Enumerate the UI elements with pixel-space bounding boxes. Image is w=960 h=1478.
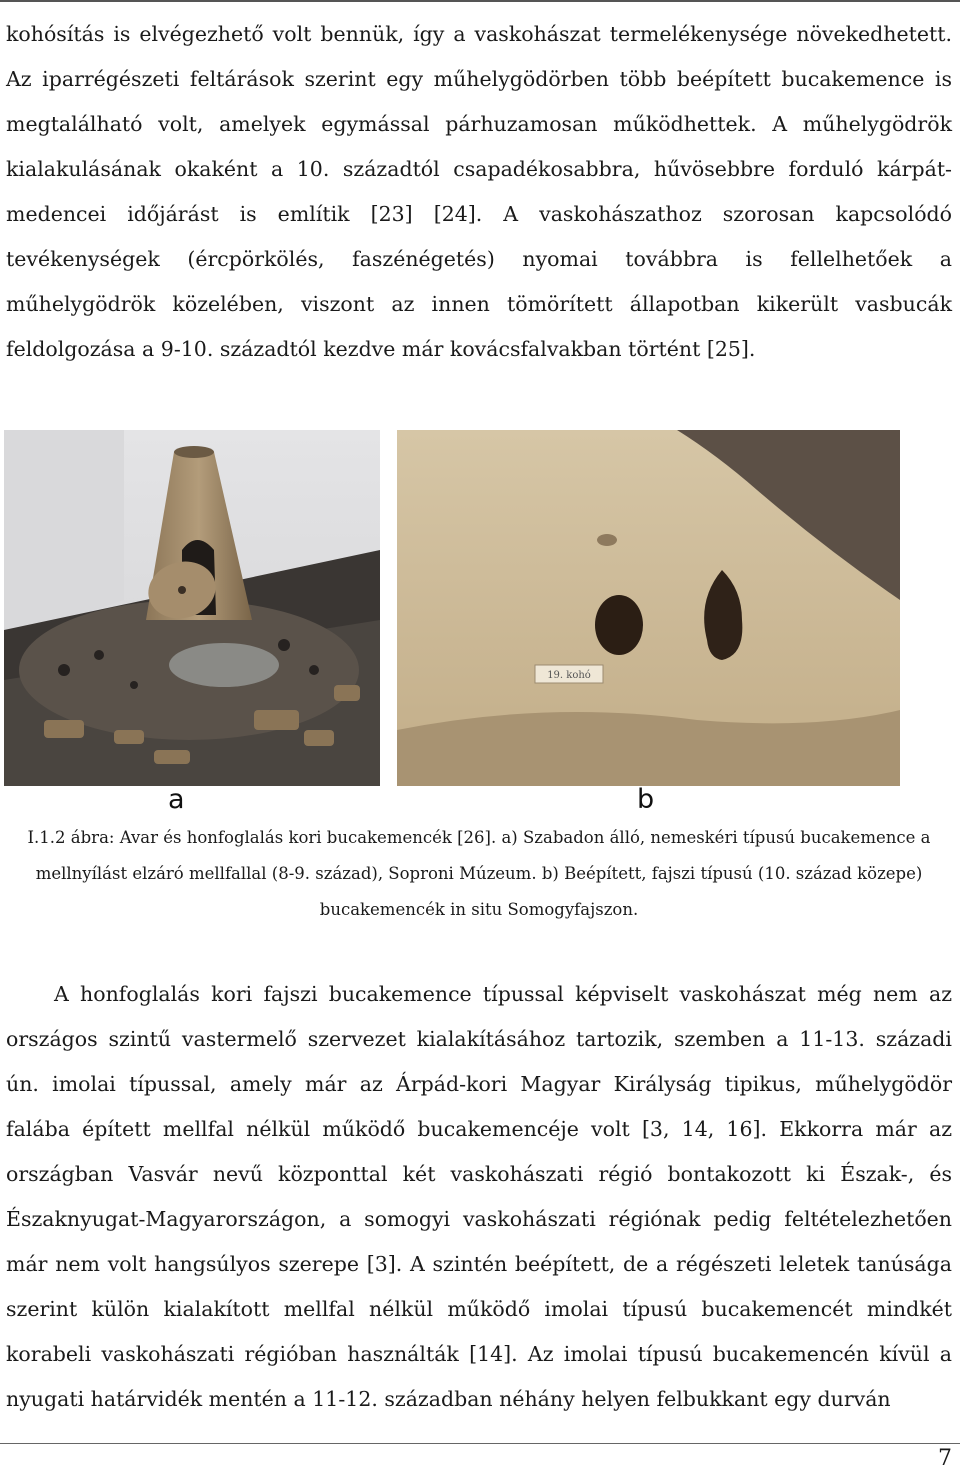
body-paragraph-1: kohósítás is elvégezhető volt bennük, így a vaskohászat termelékenysége növekedhetett. Az iparrégészeti feltárások szerint egy műhelygödörben több beépített bucakemence is megtalálható volt, amelyek egymással párhuzamosan működhettek. A műhelygödrök kialakulásának okaként a 10. századtól csapadékosabbra, hűvösebbre forduló kárpát-medencei időjárást is említik [23] [24]. A vaskohászathoz szorosan kapcsolódó tevékenységek (ércpörkölés, faszénégetés) nyomai továbbra is fellelhetőek a műhelygödrök közelében, viszont az innen tömörített állapotban kikerült vasbucák feldolgozása a 9-10. századtól kezdve már kovácsfalvakban történt [25]. (6, 22, 952, 361)
header-rule (0, 0, 960, 2)
figure-label-a: a (168, 784, 185, 815)
page-number: 7 (938, 1446, 952, 1471)
furnace-sign-label: 19. kohó (547, 670, 591, 681)
figure-image-b-built-in-furnaces (397, 430, 900, 786)
footer-rule (0, 1443, 960, 1444)
body-paragraph-2: A honfoglalás kori fajszi bucakemence típussal képviselt vaskohászat még nem az országos szintű vastermelő szervezet kialakításához tartozik, szemben a 11-13. századi ún. imolai típussal, amely már az Árpád-kori Magyar Királyság tipikus, műhelygödör falába épített mellfal nélkül működő bucakemencéje volt [3, 14, 16]. Ekkorra már az országban Vasvár nevű központtal két vaskohászati régió bontakozott ki Észak-, és Északnyugat-Magyarországon, a somogyi vaskohászati régiónak pedig feltételezhetően már nem volt hangsúlyos szerepe [3]. A szintén beépített, de a régészeti leletek tanúsága szerint külön kialakított mellfal nélkül működő imolai típusú bucakemencét mindkét korabeli vaskohászati régióban használták [14]. Az imolai típusú bucakemencén kívül a nyugati határvidék mentén a 11-12. században néhány helyen felbukkant egy durván (6, 982, 952, 1411)
figure-label-b: b (637, 784, 655, 815)
figure-image-a-freestanding-furnace (4, 430, 380, 786)
figure-caption: I.1.2 ábra: Avar és honfoglalás kori bucakemencék [26]. a) Szabadon álló, nemeskéri típusú bucakemence a mellnyílást elzáró mellfallal (8-9. század), Soproni Múzeum. b) Beépített, fajszi típusú (10. század közepe) bucakemencék in situ Somogyfajszon. (27, 828, 931, 919)
